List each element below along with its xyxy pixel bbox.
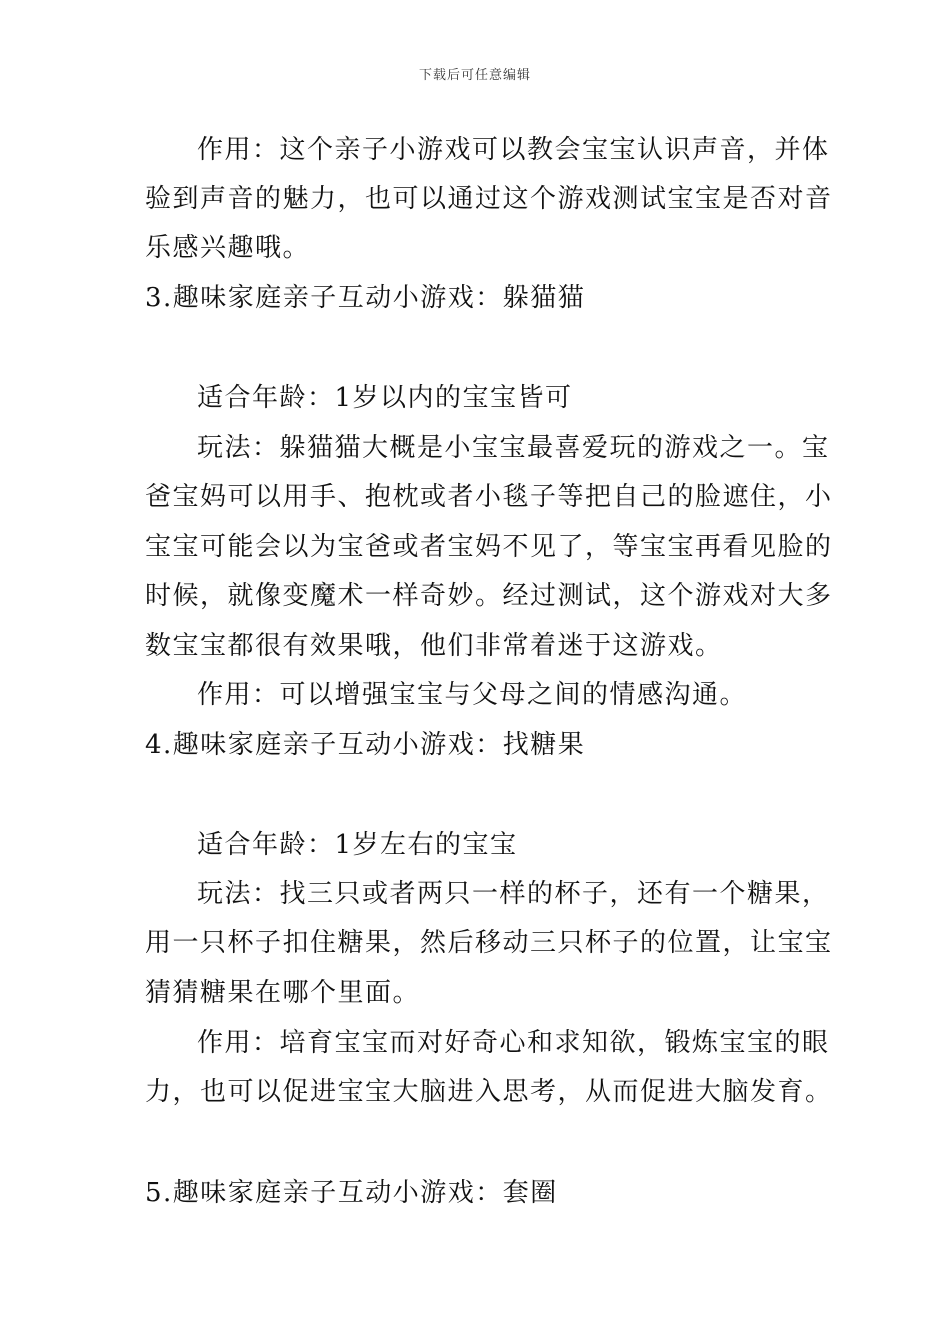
- page-header: 下载后可任意编辑: [418, 68, 531, 83]
- section-heading: 4.趣味家庭亲子互动小游戏：找糖果: [145, 730, 586, 760]
- paragraph-line: 玩法：躲猫猫大概是小宝宝最喜爱玩的游戏之一。宝: [197, 433, 830, 463]
- paragraph-line: 乐感兴趣哦。: [145, 233, 311, 263]
- paragraph-line: 时候，就像变魔术一样奇妙。经过测试，这个游戏对大多: [145, 581, 833, 611]
- paragraph-line: 作用：培育宝宝而对好奇心和求知欲，锻炼宝宝的眼: [197, 1028, 830, 1058]
- paragraph-line: 作用：可以增强宝宝与父母之间的情感沟通。: [197, 680, 748, 710]
- paragraph-line: 玩法：找三只或者两只一样的杯子，还有一个糖果，: [197, 879, 830, 909]
- section-heading: 5.趣味家庭亲子互动小游戏：套圈: [145, 1178, 558, 1208]
- paragraph-line: 用一只杯子扣住糖果，然后移动三只杯子的位置，让宝宝: [145, 928, 833, 958]
- paragraph-line: 爸宝妈可以用手、抱枕或者小毯子等把自己的脸遮住，小: [145, 482, 833, 512]
- paragraph-line: 适合年龄：1岁左右的宝宝: [197, 830, 518, 860]
- paragraph-line: 适合年龄：1岁以内的宝宝皆可: [197, 383, 573, 413]
- paragraph-line: 数宝宝都很有效果哦，他们非常着迷于这游戏。: [145, 631, 723, 661]
- paragraph-line: 力，也可以促进宝宝大脑进入思考，从而促进大脑发育。: [145, 1077, 833, 1107]
- paragraph-line: 作用：这个亲子小游戏可以教会宝宝认识声音，并体: [197, 135, 830, 165]
- section-heading: 3.趣味家庭亲子互动小游戏：躲猫猫: [145, 283, 586, 313]
- paragraph-line: 猜猜糖果在哪个里面。: [145, 978, 421, 1008]
- paragraph-line: 验到声音的魅力，也可以通过这个游戏测试宝宝是否对音: [145, 184, 833, 214]
- paragraph-line: 宝宝可能会以为宝爸或者宝妈不见了，等宝宝再看见脸的: [145, 532, 833, 562]
